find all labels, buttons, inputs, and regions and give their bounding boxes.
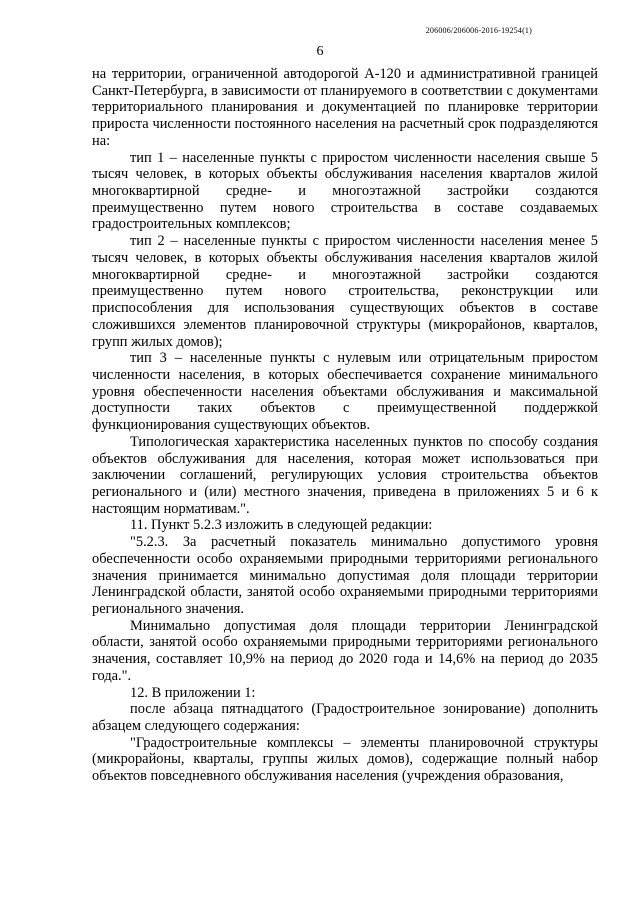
- paragraph-continuation: на территории, ограниченной автодорогой А-120 и административной границей Санкт-Петербурга, в зависимости от планируемого в соответствии с документами территориального планирования и документацией по планировке территории прироста численности постоянного населения на расчетный срок подразделяются на:: [92, 66, 598, 149]
- page-number: 6: [316, 44, 324, 59]
- paragraph-type-3: тип 3 – населенные пункты с нулевым или отрицательным приростом численности населения, в которых обеспечивается сохранение минимального уровня обеспеченности населения объектами обслуживания и максимальной доступности таких объектов с преимущественной поддержкой функционирования существующих объектов.: [92, 350, 598, 434]
- document-id: 206006/206006-2016-19254(1): [425, 26, 532, 35]
- paragraph-type-1: тип 1 – населенные пункты с приростом численности населения свыше 5 тысяч человек, в которых объекты обслуживания населения кварталов жилой многоквартирной средне- и многоэтажной застройки создаются преимущественно путем нового строительства в составе создаваемых градостроительных комплексов;: [92, 149, 598, 233]
- paragraph-5-2-3: "5.2.3. За расчетный показатель минимально допустимого уровня обеспеченности особо охраняемыми природными территориями регионального значения принимается минимально допустимая доля площади территории Ленинградской области, занятой особо охраняемыми природными территориями регионального значения.: [92, 534, 598, 617]
- paragraph-type-2: тип 2 – населенные пункты с приростом численности населения менее 5 тысяч человек, в которых объекты обслуживания населения кварталов жилой многоквартирной средне- и многоэтажной застройки создаются преимущественно путем нового строительства, реконструкции или приспособления для использования существующих объектов в составе сложившихся элементов планировочной структуры (микрорайонов, кварталов, групп жилых домов);: [92, 233, 598, 350]
- paragraph-typology: Типологическая характеристика населенных пунктов по способу создания объектов обслуживания для населения, которая может использоваться при заключении соглашений, регулирующих условия строительства объектов регионального и (или) местного значения, приведена в приложениях 5 и 6 к настоящим нормативам.".: [92, 433, 598, 517]
- paragraph-complexes-definition: "Градостроительные комплексы – элементы планировочной структуры (микрорайоны, кварталы, группы жилых домов), содержащие полный набор объектов повседневного обслуживания населения (учреждения образования,: [92, 734, 598, 785]
- paragraph-item-11: 11. Пункт 5.2.3 изложить в следующей редакции:: [130, 517, 433, 534]
- document-body: [92, 66, 598, 785]
- paragraph-min-share: Минимально допустимая доля площади территории Ленинградской области, занятой особо охраняемыми природными территориями регионального значения, составляет 10,9% на период до 2020 года и 14,6% на период до 2035 года.".: [92, 617, 598, 684]
- paragraph-after-fifteenth: после абзаца пятнадцатого (Градостроительное зонирование) дополнить абзацем следующего содержания:: [92, 701, 598, 735]
- paragraph-item-12: 12. В приложении 1:: [130, 684, 256, 701]
